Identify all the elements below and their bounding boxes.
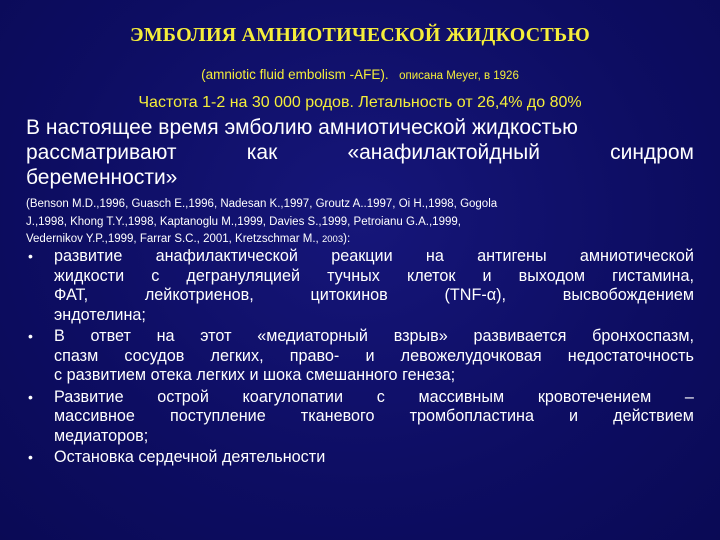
bullet-word: массивное xyxy=(54,407,135,425)
bullet-marker: • xyxy=(28,328,33,344)
bullet-word: с xyxy=(376,387,385,406)
bullet-word: тучных xyxy=(327,266,380,285)
references xyxy=(26,196,694,249)
bullet-item xyxy=(26,448,694,468)
bullet-word: лейкотриенов, xyxy=(144,286,254,304)
bullet-word: развитие xyxy=(54,247,123,265)
bullet-word: цитокинов xyxy=(310,286,388,304)
bullet-word: В xyxy=(54,327,65,345)
bullet-item xyxy=(26,388,694,447)
bullet-line xyxy=(54,407,694,427)
bullet-word: амниотической xyxy=(579,247,694,265)
bullet-word: ответ xyxy=(90,327,131,345)
bullet-word: с xyxy=(151,266,160,285)
bullet-word: массивным xyxy=(418,387,505,406)
bullet-word: «медиаторный xyxy=(257,327,368,345)
references-line-1: (Benson M.D.,1996, Guasch E.,1996, Nadesan K.,1997, Groutz A..1997, Oi H.,1998, Gogola xyxy=(26,198,498,210)
bullet-word: и xyxy=(482,266,492,285)
bullet-line xyxy=(54,327,694,347)
bullet-word: гистамина, xyxy=(612,266,694,285)
bullet-word: этот xyxy=(200,327,232,345)
bullet-word: сосудов xyxy=(124,346,185,365)
bullet-list xyxy=(26,247,694,470)
bullet-word: реакции xyxy=(331,247,393,265)
bullet-item xyxy=(26,247,694,325)
intro-word: рассматривают xyxy=(26,141,177,164)
bullet-line: медиаторов; xyxy=(54,426,149,445)
bullet-word: бронхоспазм, xyxy=(592,327,694,345)
bullet-line xyxy=(54,388,694,408)
bullet-word: развивается xyxy=(473,327,567,345)
bullet-word: на xyxy=(425,247,444,265)
bullet-word: жидкости xyxy=(54,266,125,285)
bullet-marker: • xyxy=(28,248,33,264)
bullet-marker: • xyxy=(28,449,33,465)
subtitle-note: описана Meyer, в 1926 xyxy=(399,70,519,82)
bullet-word: анафилактической xyxy=(155,247,298,265)
bullet-word: ФАТ, xyxy=(54,286,89,304)
bullet-line: с развитием отека легких и шока смешанного генеза; xyxy=(54,366,456,384)
bullet-word: недостаточность xyxy=(567,346,694,365)
intro-line-2 xyxy=(26,140,694,165)
intro-word: как xyxy=(246,141,278,164)
bullet-line xyxy=(54,347,694,367)
bullet-line: Остановка сердечной деятельности xyxy=(54,448,326,466)
bullet-line xyxy=(54,286,694,306)
intro-line-1: В настоящее время эмболию амниотической жидкостью xyxy=(26,116,578,139)
intro-word: «анафилактойдный xyxy=(347,141,540,164)
bullet-word: тромбопластина xyxy=(409,407,534,425)
bullet-word: – xyxy=(684,387,694,406)
bullet-word: антигены xyxy=(477,247,547,265)
bullet-line xyxy=(54,247,694,267)
slide-title: ЭМБОЛИЯ АМНИОТИЧЕСКОЙ ЖИДКОСТЬЮ xyxy=(129,24,591,46)
bullet-word: клеток xyxy=(406,266,456,285)
bullet-word: кровотечением xyxy=(537,387,652,406)
subtitle-main: (amniotic fluid embolism -AFE). xyxy=(201,67,389,82)
references-line-2: J.,1998, Khong T.Y.,1998, Kaptanoglu M.,1999, Davies S.,1999, Petroianu G.A.,1999, xyxy=(26,215,461,228)
bullet-word: и xyxy=(365,346,375,365)
intro-paragraph xyxy=(26,115,694,190)
references-end: ): xyxy=(343,233,351,245)
bullet-word: легких, xyxy=(210,346,264,365)
bullet-word: и xyxy=(569,407,579,425)
references-line-3-main: Vedernikov Y.P.,1999, Farrar S.C., 2001, Kretzschmar M., xyxy=(26,233,319,245)
bullet-word: право- xyxy=(289,346,340,365)
bullet-word: Развитие xyxy=(54,387,124,406)
intro-line-3: беременности» xyxy=(26,166,178,189)
bullet-word: поступление xyxy=(169,407,266,425)
references-year: 2003 xyxy=(321,234,344,245)
bullet-item xyxy=(26,327,694,386)
bullet-word: дегрануляцией xyxy=(186,266,300,285)
bullet-word: высвобождением xyxy=(562,286,694,304)
bullet-word: острой xyxy=(157,387,209,406)
subtitle xyxy=(0,66,720,84)
bullet-word: выходом xyxy=(518,266,586,285)
bullet-word: тканевого xyxy=(300,407,375,425)
references-line-3 xyxy=(26,231,694,249)
bullet-word: действием xyxy=(613,407,694,425)
bullet-line xyxy=(54,267,694,287)
bullet-word: (TNF-α), xyxy=(444,286,506,304)
bullet-marker: • xyxy=(28,388,33,405)
bullet-word: коагулопатии xyxy=(242,387,343,406)
bullet-word: спазм xyxy=(54,346,99,365)
bullet-word: левожелудочковая xyxy=(400,346,542,365)
bullet-word: взрыв» xyxy=(393,327,448,345)
frequency-line: Частота 1-2 на 30 000 родов. Летальность от 26,4% до 80% xyxy=(138,94,582,111)
bullet-word: на xyxy=(156,327,175,345)
bullet-line: эндотелина; xyxy=(54,305,146,324)
intro-word: синдром xyxy=(610,141,694,164)
